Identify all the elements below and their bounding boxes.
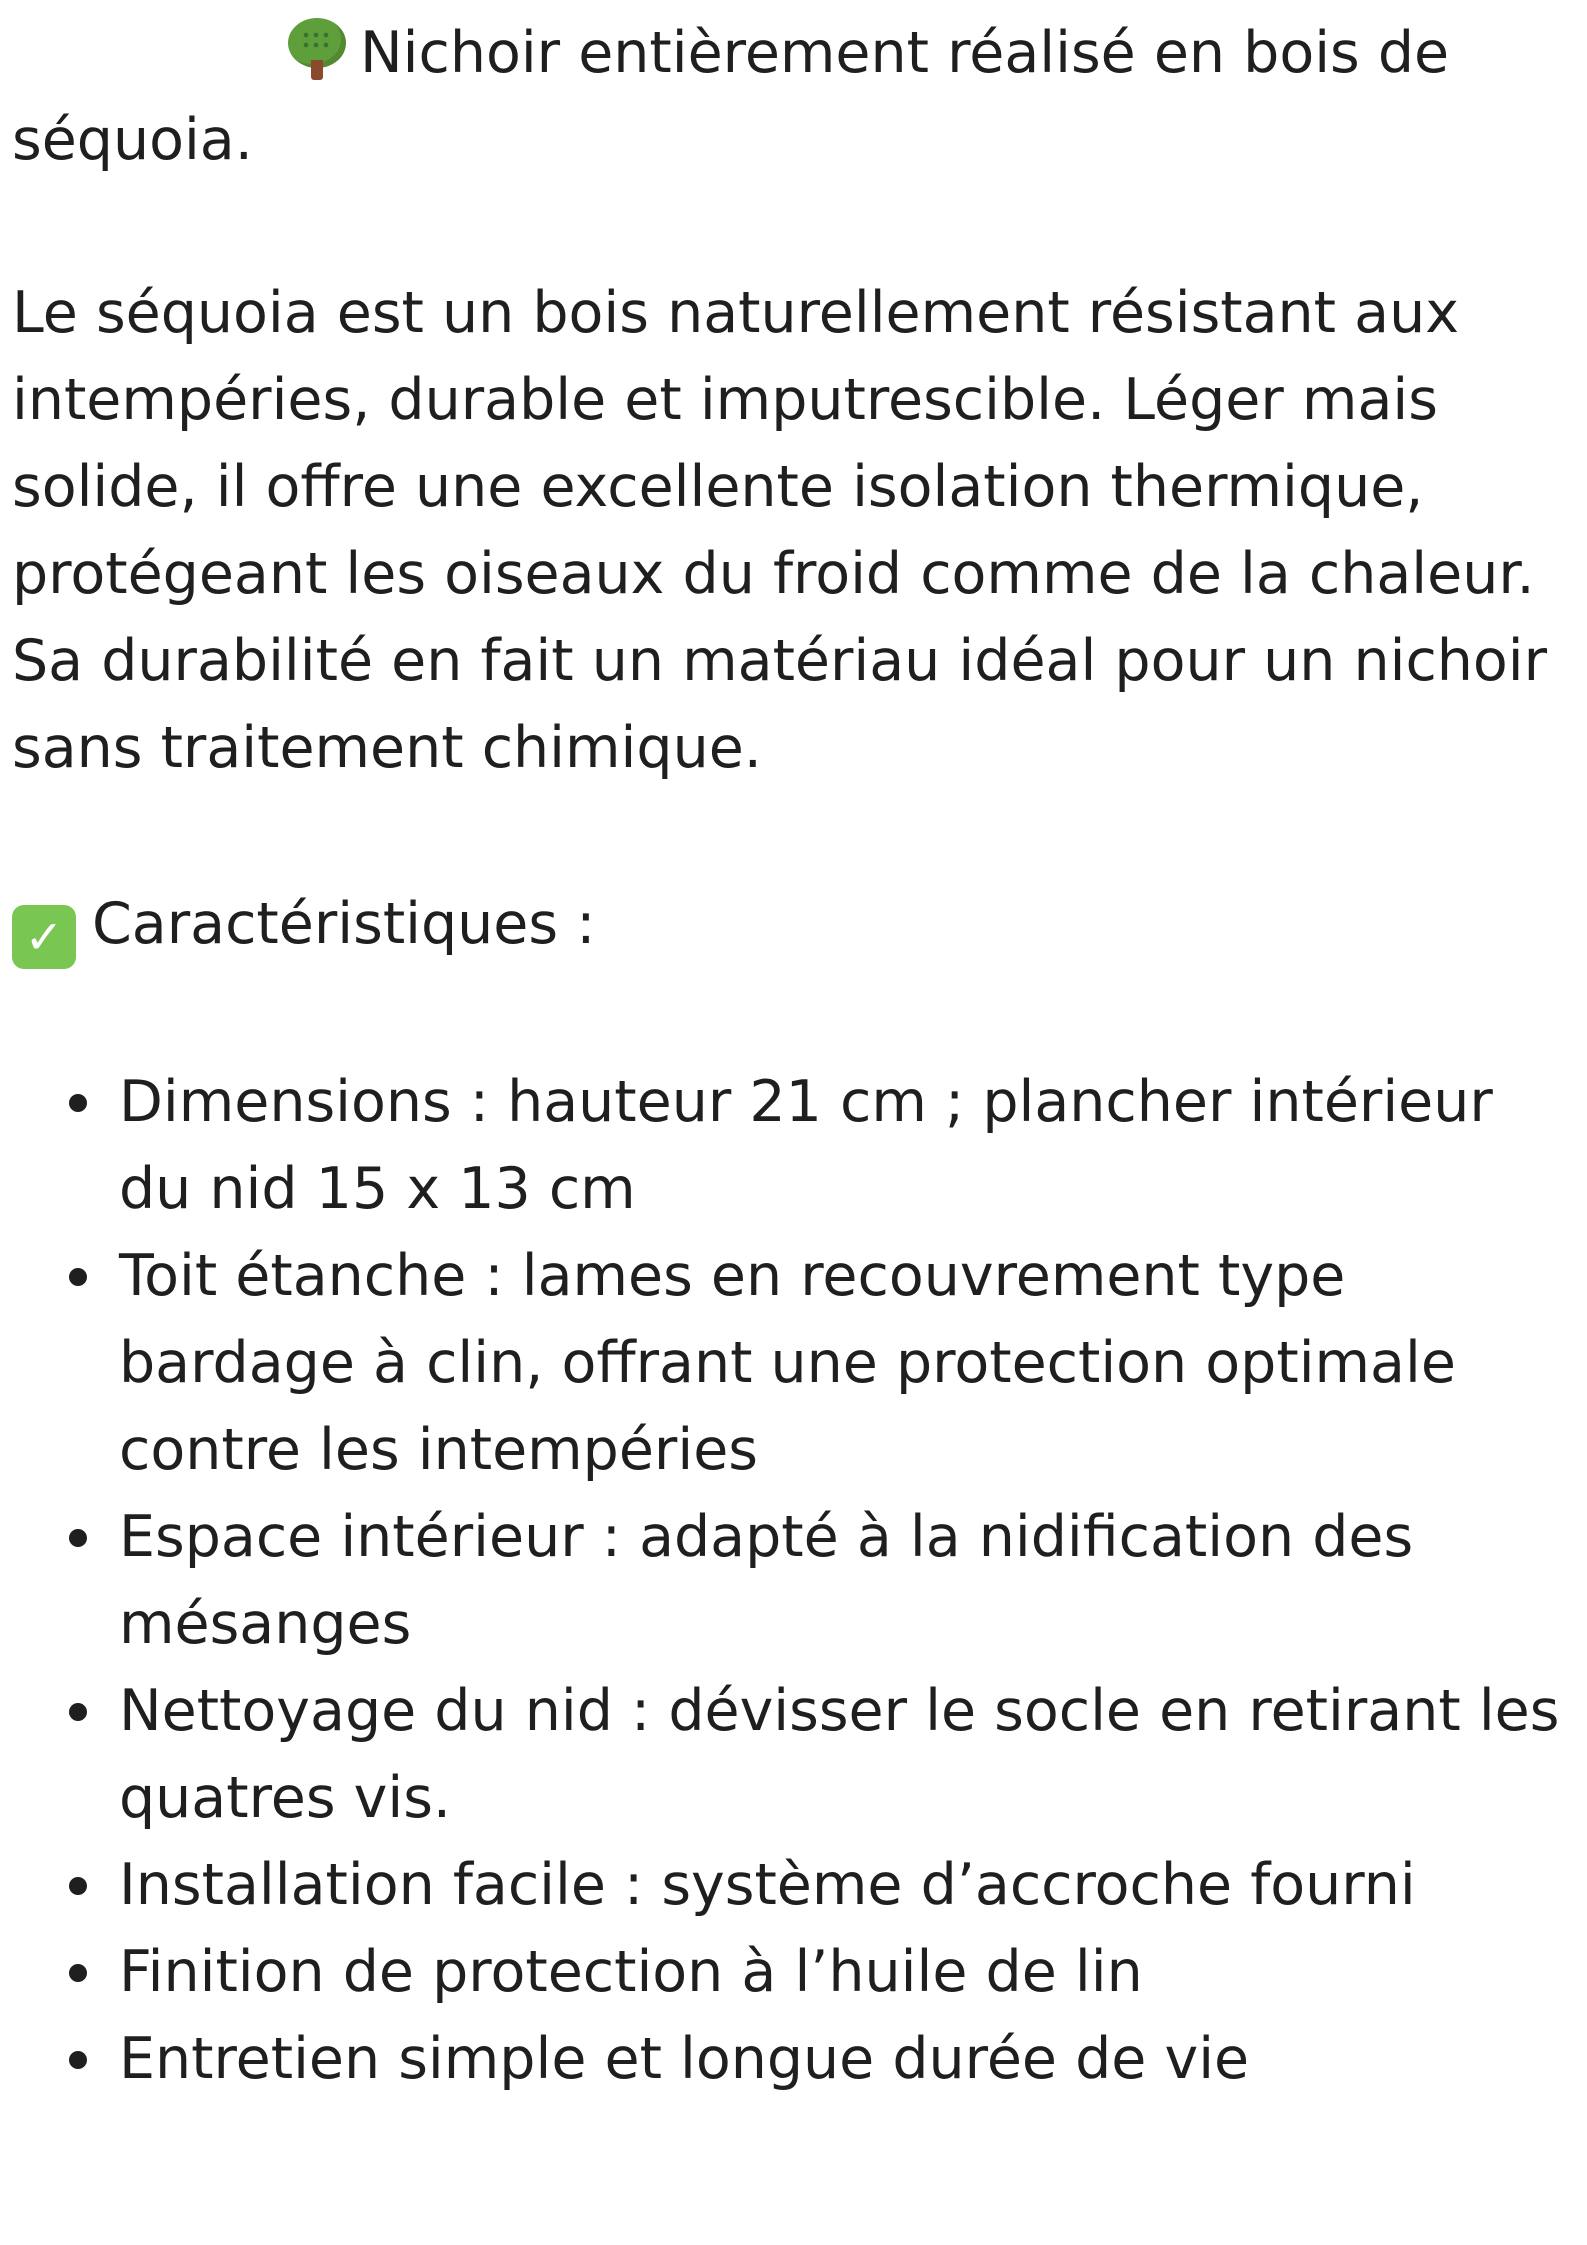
bullet-icon [69,1877,87,1895]
list-item-text: Installation facile : système d’accroche fourni [119,1852,1416,1918]
bullet-icon [69,1529,87,1547]
bullet-icon [69,1094,87,1112]
features-list [12,1059,1572,2103]
list-item-text: Finition de protection à l’huile de lin [119,1939,1143,2005]
list-item-text: Dimensions : hauteur 21 cm ; plancher intérieur du nid 15 x 13 cm [119,1069,1493,1222]
spacer [12,792,1572,881]
description-paragraph: Le séquoia est un bois naturellement résistant aux intempéries, durable et imputrescible. Léger mais solide, il offre une excellente isolation thermique, protégeant les oiseaux du froid comme de la chaleur. Sa durabilité en fait un matériau idéal pour un nichoir sans traitement chimique. [12,280,1548,781]
list-item-text: Toit étanche : lames en recouvrement type bardage à clin, offrant une protection optimale contre les intempéries [119,1243,1456,1483]
features-heading-text: Caractéristiques : [92,891,596,957]
list-item [12,2016,1572,2103]
bullet-icon [69,1703,87,1721]
list-item-text: Espace intérieur : adapté à la nidification des mésanges [119,1504,1414,1657]
list-item-text: Entretien simple et longue durée de vie [119,2026,1250,2092]
list-item [12,1059,1572,1233]
list-item-text: Nettoyage du nid : dévisser le socle en retirant les quatres vis. [119,1678,1560,1831]
tree-trunk-shape [311,60,323,80]
spacer [12,969,1572,1059]
list-item [12,1929,1572,2016]
list-item [12,1494,1572,1668]
bullet-icon [69,2051,87,2069]
bullet-icon [69,1268,87,1286]
bullet-icon [69,1964,87,1982]
deciduous-tree-icon [288,18,346,80]
spacer [12,184,1572,270]
features-heading [12,881,1572,969]
intro-paragraph [12,10,1572,184]
list-item [12,1842,1572,1929]
list-item [12,1668,1572,1842]
check-mark-button-icon: ✓ [12,905,76,969]
product-description [12,10,1572,2103]
list-item [12,1233,1572,1494]
intro-text: Nichoir entièrement réalisé en bois de séquoia. [12,20,1450,173]
